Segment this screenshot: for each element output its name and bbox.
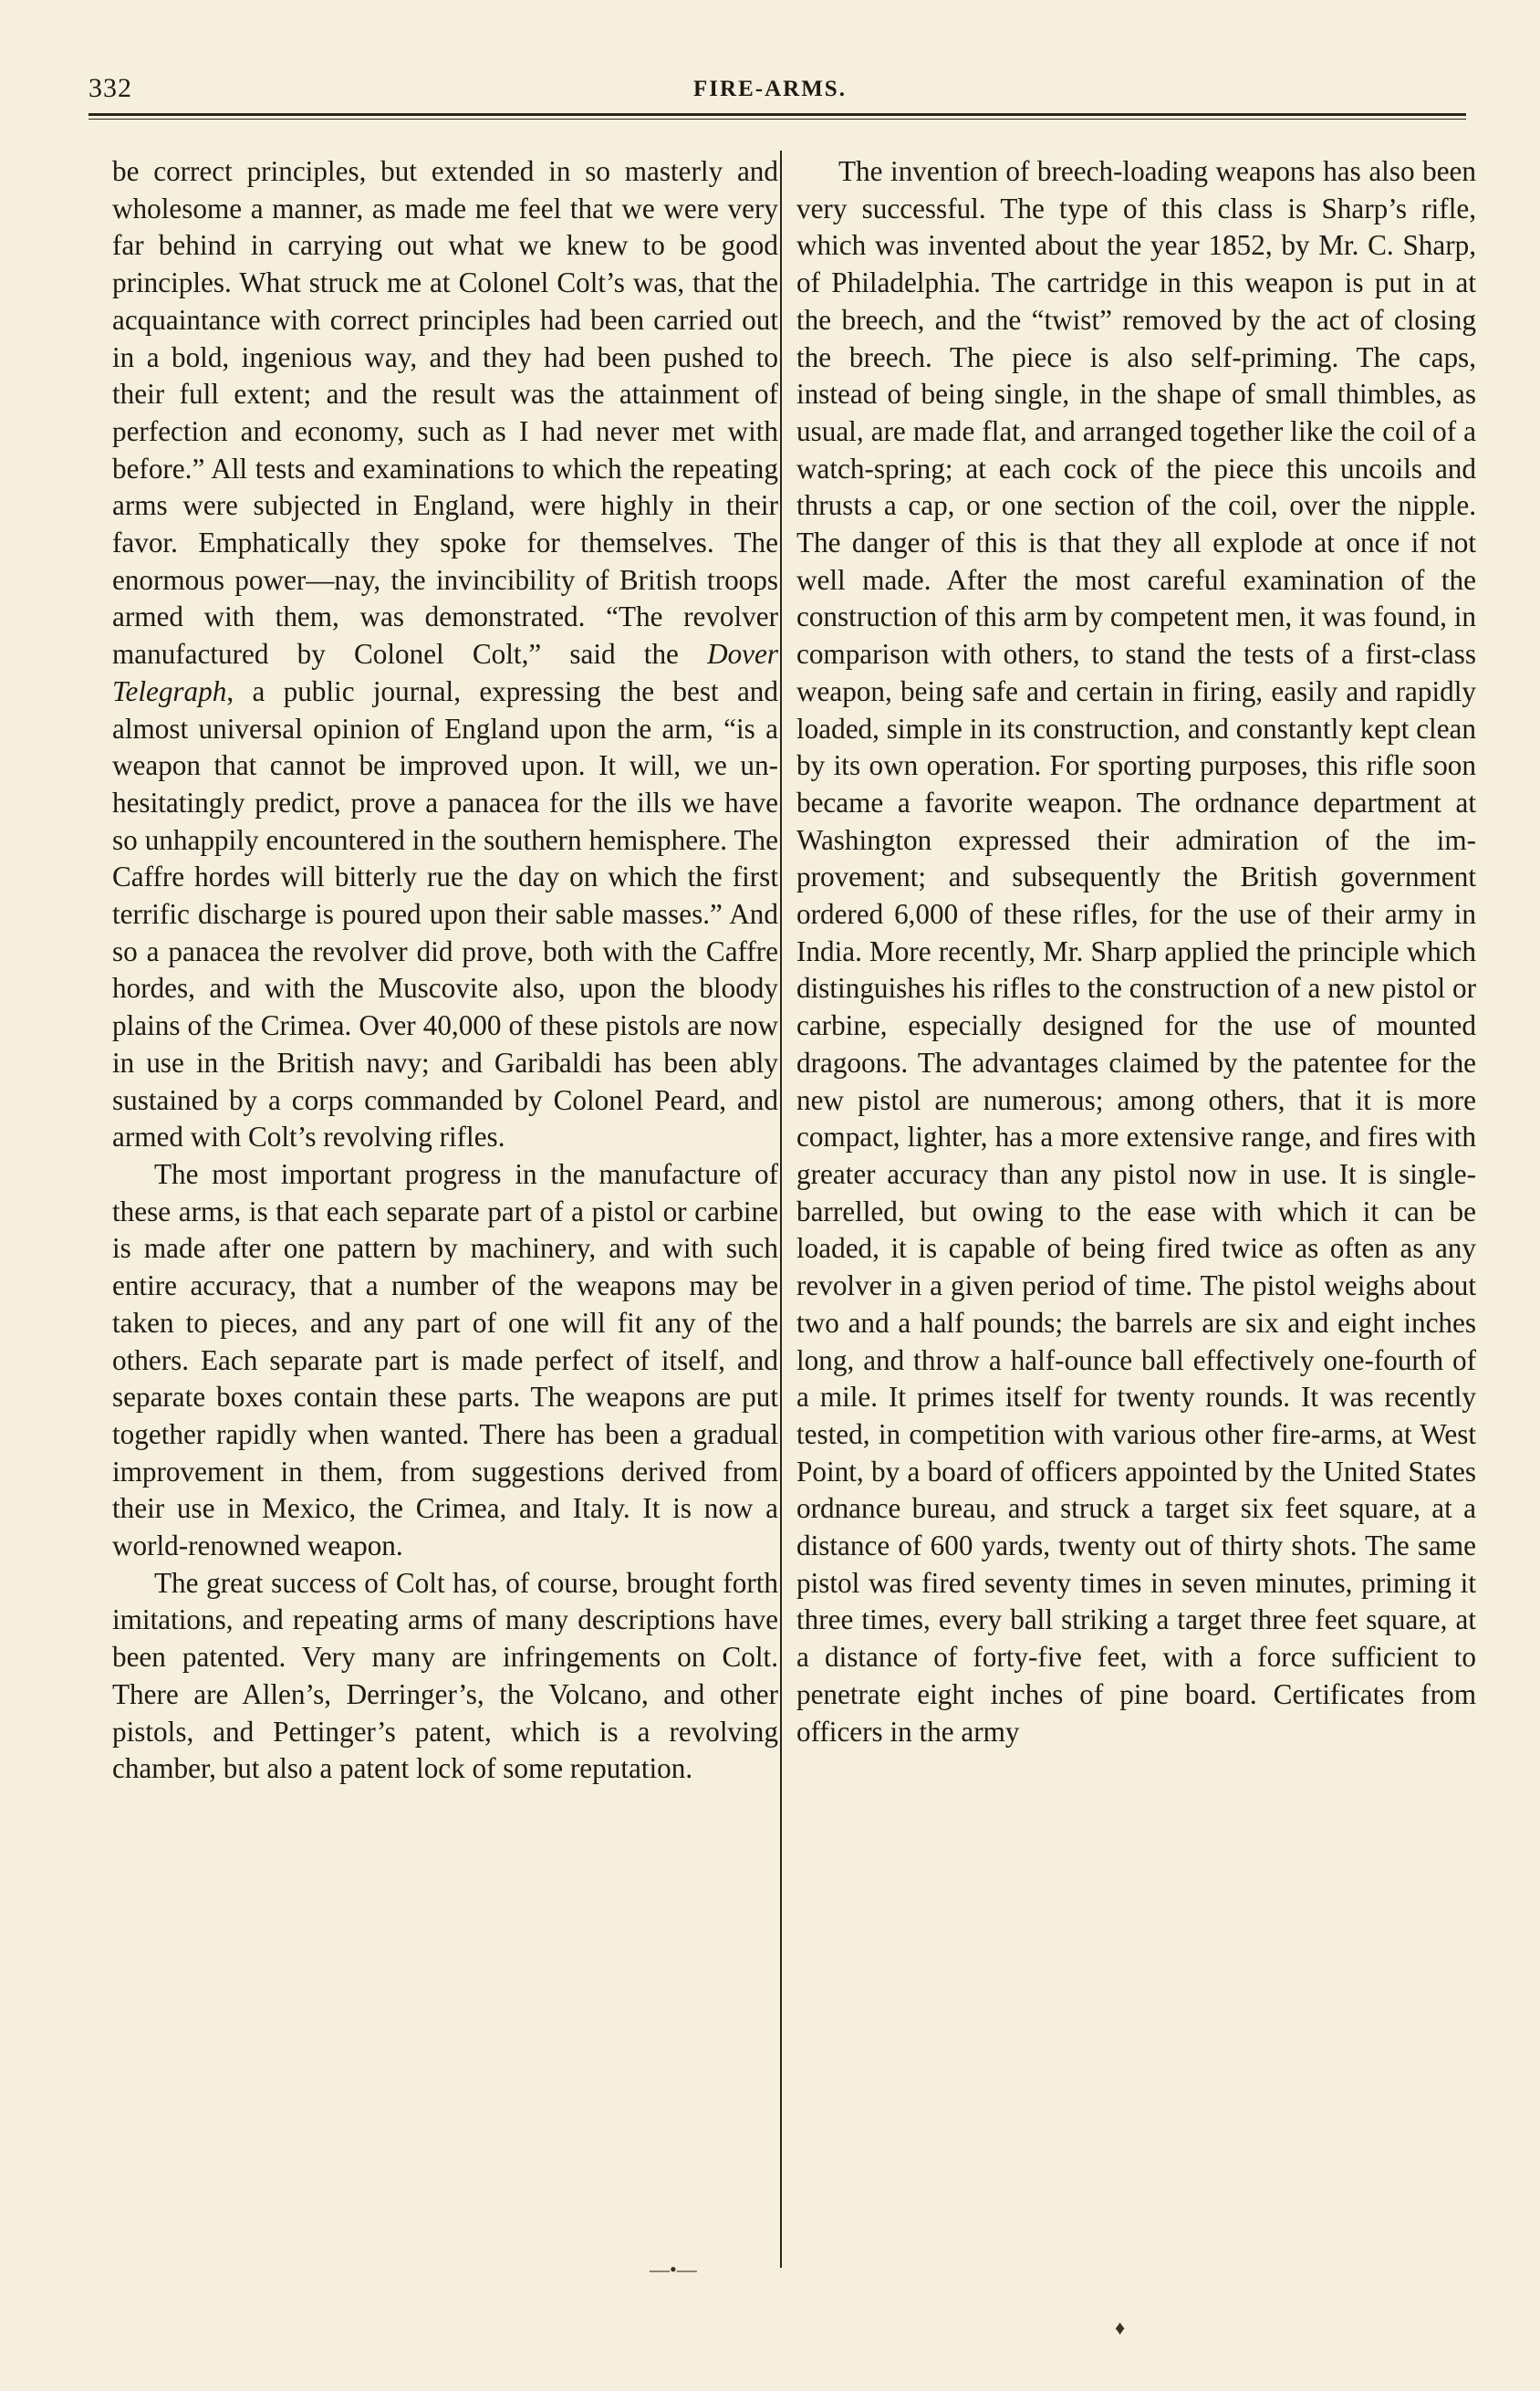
paragraph: The great success of Colt has, of course, brought forth imitations, and repeating arms of many descriptions have been patented. Very many are infringements on Colt. There are Allen’s, Derringer’s, the Volcano, and other pistols, and Pettinger’s patent, which is a revolving chamber, but also a patent lock of some reputation. xyxy=(112,1566,778,1785)
paragraph-text: be correct principles, but extended in so masterly and wholesome a manner, as made me feel that we were very far behind in carrying out what we knew to be good principles. What struck me at Colonel Colt’s was, that the acquaintance with correct principles had been carried out in a bold, ingenious way, and they had been pushed to their full extent; and the result was the attainment of perfection and economy, such as I had never met with before.” All tests and examinations to which the repeating arms were subjected in England, were highly in their favor. Emphatically they spoke for themselves. The enormous power—nay, the invincibility of British troops armed with them, was demonstrated. “The revolver manufactured by Colonel Colt,” said the xyxy=(112,155,778,671)
paragraph-text: , a public journal, expressing the best and almost universal opinion of England upon the arm, “is a weapon that cannot be improved upon. It will, we unhesitatingly predict, prove a panacea for the ills we have so unhappily encountered in the southern hemisphere. The Caffre hordes will bitterly rue the day on which the first terrific discharge is poured upon their sable masses.” And so a panacea the revolver did prove, both with the Caffre hordes, and with the Muscovite also, upon the bloody plains of the Crimea. Over 40,000 of these pistols are now in use in the British navy; and Garibaldi has been ably sustained by a corps commanded by Colonel Peard, and armed with Colt’s revolving rifles. xyxy=(112,674,778,1154)
paragraph xyxy=(112,153,778,1156)
paragraph: The most important progress in the manufacture of these arms, is that each separate part of a pistol or carbine is made after one pattern by machinery, and with such entire accuracy, that a number of the weapons may be taken to pieces, and any part of one will fit any of the others. Each separate part is made perfect of itself, and separate boxes contain these parts. The weapons are put together rapidly when wanted. There has been a gradual improvement in them, from suggestions derived from their use in Mexico, the Crimea, and Italy. It is now a world-renowned weapon. xyxy=(112,1157,778,1562)
paragraph: The invention of breech-loading weapons has also been very successful. The type of this class is Sharp’s rifle, which was invented about the year 1852, by Mr. C. Sharp, of Philadelphia. The cartridge in this weapon is put in at the breech, and the “twist” removed by the act of closing the breech. The piece is also self-priming. The caps, instead of being single, in the shape of small thimbles, as usual, are made flat, and arranged together like the coil of a watch-spring; at each cock of the piece this uncoils and thrusts a cap, or one section of the coil, over the nipple. The danger of this is that they all explode at once if not well made. After the most careful examination of the construction of this arm by competent men, it was found, in comparison with others, to stand the tests of a first-class weapon, being safe and certain in firing, easily and rapidly loaded, simple in its construction, and constantly kept clean by its own operation. For sporting purposes, this rifle soon became a favorite weapon. The ordnance department at Washington expressed their admiration of the improvement; and subsequently the British government ordered 6,000 of these rifles, for the use of their army in India. More recently, Mr. Sharp applied the principle which distinguishes his rifles to the construction of a new pistol or carbine, especially designed for the use of mounted dragoons. The advantages claimed by the patentee for the new pistol are numerous; among others, that it is more compact, lighter, has a more extensive range, and fires with greater accuracy than any pistol now in use. It is single-barrelled, but owing to the ease with which it can be loaded, it is capable of being fired twice as often as any revolver in a given period of time. The pistol weighs about two and a half pounds; the barrels are six and eight inches long, and throw a half-ounce ball effectively one-fourth of a mile. It primes itself for twenty rounds. It was recently tested, in competition with various other fire-arms, at West Point, by a board of officers appointed by the United States ordnance bureau, and struck a target six feet square, at a distance of 600 yards, twenty out of thirty shots. The same pistol was fired seventy times in seven minutes, priming it three times, every ball striking a target three feet square, at a distance of forty-five feet, with a force sufficient to penetrate eight inches of pine board. Certificates from officers in the army xyxy=(796,155,1476,1748)
header-rule-thin xyxy=(88,119,1466,120)
running-head: FIRE-ARMS. xyxy=(693,77,847,101)
newspaper-title: Dover Telegraph xyxy=(112,638,779,707)
left-column xyxy=(112,153,778,1788)
right-column xyxy=(796,153,1476,1750)
signature-mark: ♦ xyxy=(1115,2316,1126,2339)
header-rule xyxy=(88,113,1466,116)
ink-mark: —•— xyxy=(650,2258,697,2281)
column-divider xyxy=(780,151,782,2268)
page-number: 332 xyxy=(88,73,132,103)
